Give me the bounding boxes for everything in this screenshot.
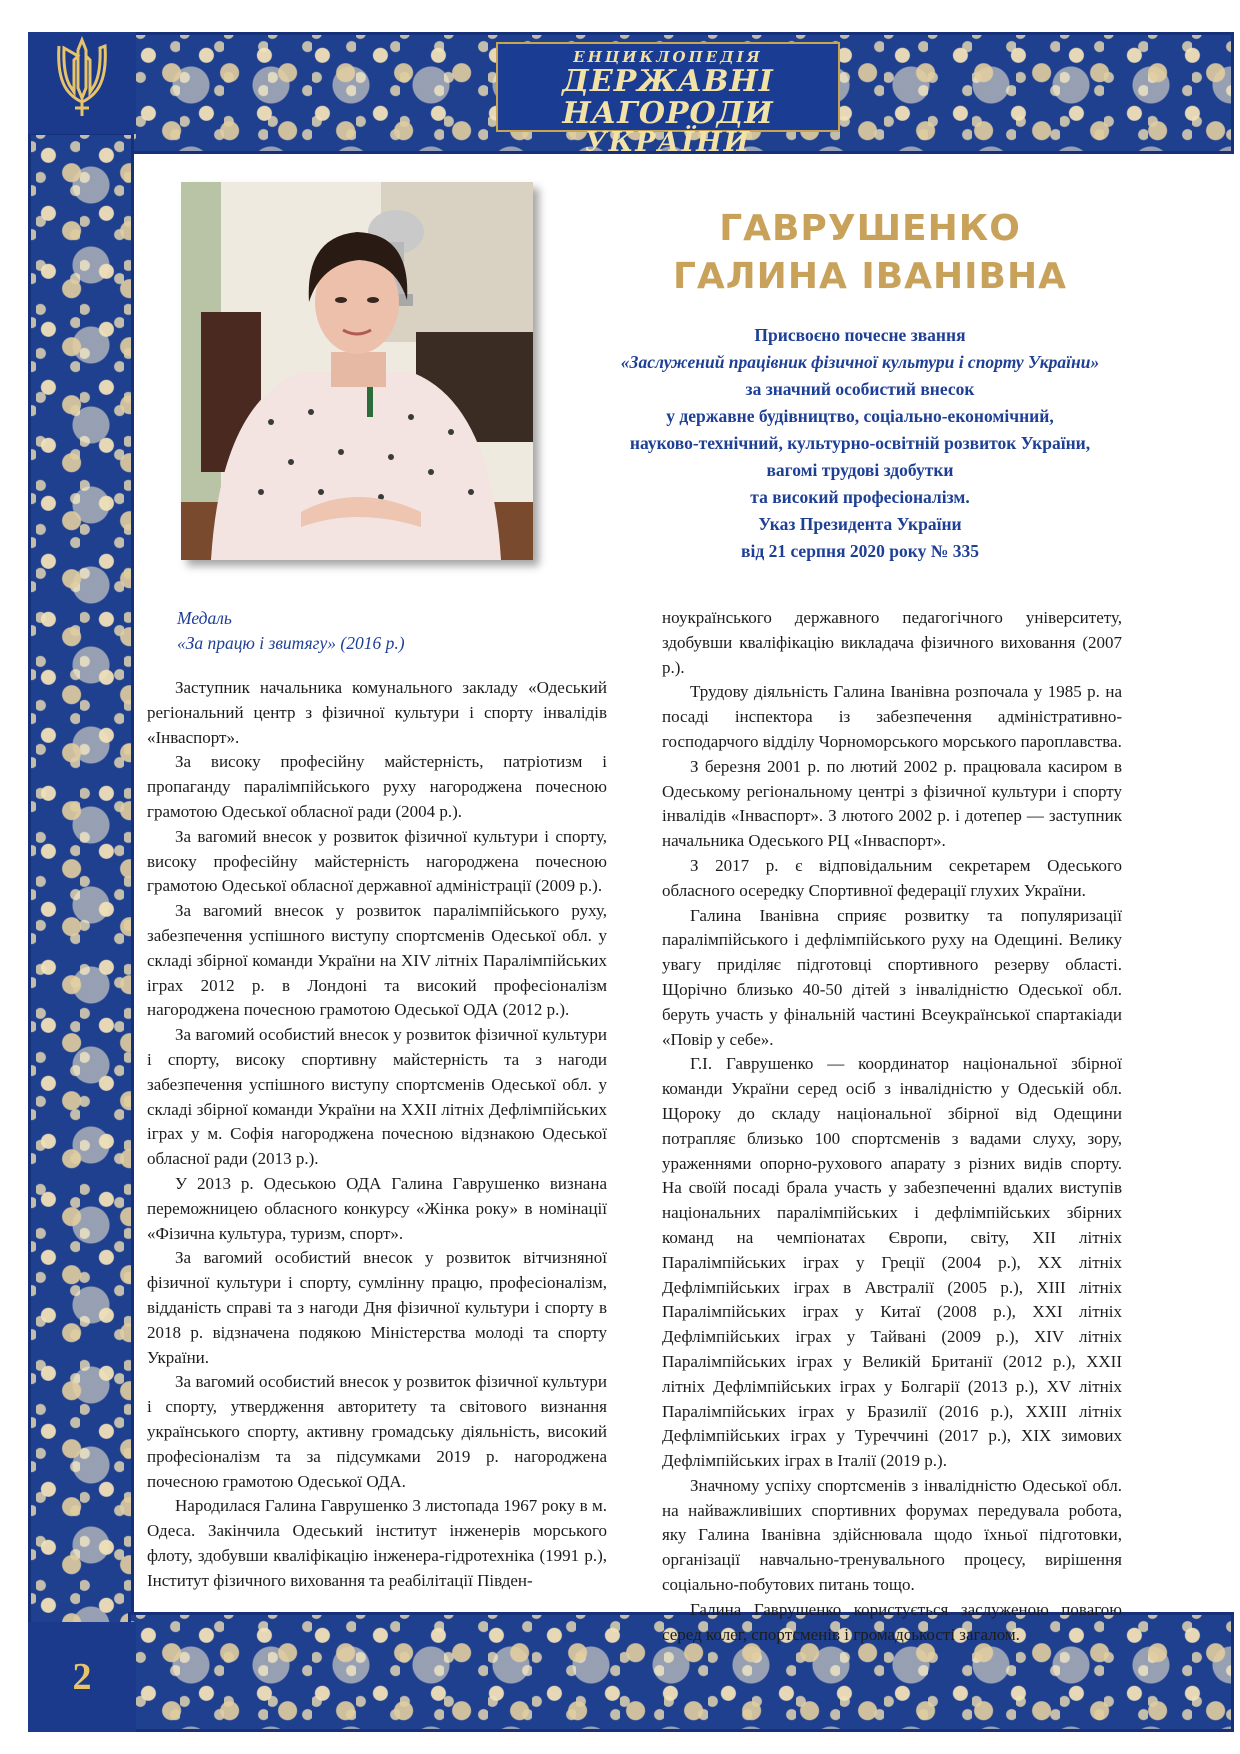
encyclopedia-banner	[496, 42, 840, 158]
portrait-photo	[181, 182, 533, 560]
award-line: Присвоєно почесне звання	[754, 325, 966, 345]
award-line: від 21 серпня 2020 року № 335	[741, 541, 979, 561]
medal-caption	[177, 606, 405, 656]
medal-line: Медаль	[177, 608, 232, 628]
paragraph: За вагомий особистий внесок у розвиток вітчизняної фізичної культури і спорту, сумлінну працю, професіоналізм, відданість справі та з нагоди Дня фізичної культури і спорту в 2018 р. відзначена подякою Міністерства молоді та спорту України.	[147, 1248, 607, 1367]
paragraph-continuation: ноукраїнського державного педагогічного університету, здобувши кваліфікацію викладача фізичного виховання (2007 р.).	[662, 608, 1122, 677]
award-line: у державне будівництво, соціально-економічний,	[666, 406, 1054, 426]
paragraph: Трудову діяльність Галина Іванівна розпочала у 1985 р. на посаді інспектора із забезпечення адміністративно-господарчого відділу Чорноморського морського пароплавства.	[662, 682, 1122, 751]
award-line: «Заслужений працівник фізичної культури і спорту України»	[620, 352, 1100, 372]
banner-line-3: УКРАЇНИ	[584, 127, 752, 158]
award-line: Указ Президента України	[758, 514, 962, 534]
paragraph: За вагомий внесок у розвиток фізичної культури і спорту, високу професійну майстерність нагороджена почесною грамотою Одеської обласної державної адміністрації (2009 р.).	[147, 826, 607, 896]
banner-line-2: ДЕРЖАВНІ НАГОРОДИ	[562, 64, 774, 131]
person-name	[600, 205, 1140, 301]
paragraph: Заступник начальника комунального закладу «Одеський регіональний центр з фізичної культури і спорту інвалідів «Інваспорт».	[147, 678, 607, 747]
page-number-corner	[28, 1622, 136, 1732]
paragraph: Народилася Галина Гаврушенко 3 листопада 1967 року в м. Одеса. Закінчила Одеський інститут інженерів морського флоту, здобувши кваліфікацію інженера-гідротехніка (1991 р.), Інститут фізичного виховання та реабілітації Півден-	[147, 1496, 607, 1590]
left-text-column	[147, 676, 607, 1593]
award-line: за значний особистий внесок	[745, 379, 975, 399]
medal-line: «За працю і звитягу» (2016 р.)	[177, 633, 405, 653]
award-line: вагомі трудові здобутки	[766, 460, 954, 480]
trident-icon	[53, 36, 111, 131]
paragraph: З березня 2001 р. по лютий 2002 р. працювала касиром в Одеському регіональному центрі з фізичної культури і спорту інвалідів «Інваспорт». З лютого 2002 р. і дотепер — заступник начальника Одеського РЦ «Інваспорт».	[662, 756, 1122, 851]
paragraph: Галина Іванівна сприяє розвитку та популяризації паралімпійського і дефлімпійського руху на Одещині. Велику увагу приділяє підготовці спортивного резерву області. Щорічно близько 40-50 дітей з інвалідністю Одеської обл. беруть участь у фінальній частині Всеукраїнської спартакіади «Повір у себе».	[662, 905, 1122, 1049]
banner-line-1: ЕНЦИКЛОПЕДІЯ	[573, 48, 763, 66]
emblem-corner	[28, 32, 136, 134]
award-line: та високий професіоналізм.	[750, 487, 970, 507]
paragraph: У 2013 р. Одеською ОДА Галина Гаврушенко визнана переможницею обласного конкурсу «Жінка року» в номінації «Фізична культура, туризм, спорт».	[147, 1173, 607, 1243]
page-number: 2	[72, 1656, 92, 1698]
award-citation	[560, 322, 1160, 565]
paragraph: Г.І. Гаврушенко — координатор національної збірної команди України серед осіб з інвалідністю у Одеській обл. Щороку до складу національної збірної від Одещини потрапляє близько 100 спортсменів з вадами слуху, зору, ураженнями опорно-рухового апарату з різних видів спорту. На своїй посаді брала участь у забезпеченні вдалих виступів національних паралімпійських і дефлімпійських збірних команд на чемпіонатах Європи, світу, XII літніх Паралімпійських іграх у Греції (2004 р.), XX літніх Дефлімпійських іграх в Австралії (2005 р.), XIII літніх Паралімпійських іграх у Китаї (2008 р.), XXI літніх Дефлімпійських іграх у Тайвані (2009 р.), XIV літніх Паралімпійських іграх у Великій Британії (2012 р.), XXII літніх Дефлімпійських іграх у Болгарії (2013 р.), XV літніх Паралімпійських іграх у Бразилії (2016 р.), XXIII літніх Дефлімпійських іграх у Туреччині (2017 р.), XIX зимових Дефлімпійських ігрaх в Італії (2019 р.).	[662, 1054, 1122, 1471]
person-given-names: ГАЛИНА ІВАНІВНА	[672, 256, 1067, 297]
left-ornament-border	[28, 132, 134, 1632]
paragraph: Значному успіху спортсменів з інвалідністю Одеської обл. на найважливіших спортивних форумах передувала робота, яку Галина Іванівна здійснювала щодо їхньої підготовки, організації навчально-тренувального процесу, вирішення соціально-побутових питань тощо.	[662, 1475, 1122, 1595]
person-surname: ГАВРУШЕНКО	[719, 208, 1021, 249]
paragraph: З 2017 р. є відповідальним секретарем Одеського обласного осередку Спортивної федерації глухих України.	[662, 855, 1122, 900]
paragraph: За вагомий внесок у розвиток паралімпійського руху, забезпечення успішного виступу спортсменів Одеської обл. у складі збірної команди України на XIV літніх Паралімпійських іграх 2012 р. в Лондоні та високий професіоналізм нагороджена почесною грамотою Одеської ОДА (2012 р.).	[147, 901, 607, 1020]
paragraph: За вагомий особистий внесок у розвиток фізичної культури і спорту, утвердження авторитету та світового визнання українського спорту, активну громадську діяльність, високий професіоналізм та за підсумками 2019 р. нагороджена почесною грамотою Одеської ОДА.	[147, 1372, 607, 1491]
award-line: науково-технічний, культурно-освітній розвиток України,	[629, 433, 1091, 453]
paragraph: За високу професійну майстерність, патріотизм і пропаганду паралімпійського руху нагороджена почесною грамотою Одеської обласної ради (2004 р.).	[147, 752, 607, 821]
paragraph: Галина Гаврушенко користується заслуженою повагою серед колег, спортсменів і громадськості загалом.	[662, 1599, 1122, 1644]
right-text-column	[662, 606, 1122, 1647]
paragraph: За вагомий особистий внесок у розвиток фізичної культури і спорту, високу спортивну майстерність та з нагоди забезпечення успішного виступу спортсменів Одеської обл. у складі збірної команди України на XXII літніх Дефлімпійських іграх у м. Софія нагороджена почесною відзнакою Одеської обласної ради (2013 р.).	[147, 1025, 607, 1169]
